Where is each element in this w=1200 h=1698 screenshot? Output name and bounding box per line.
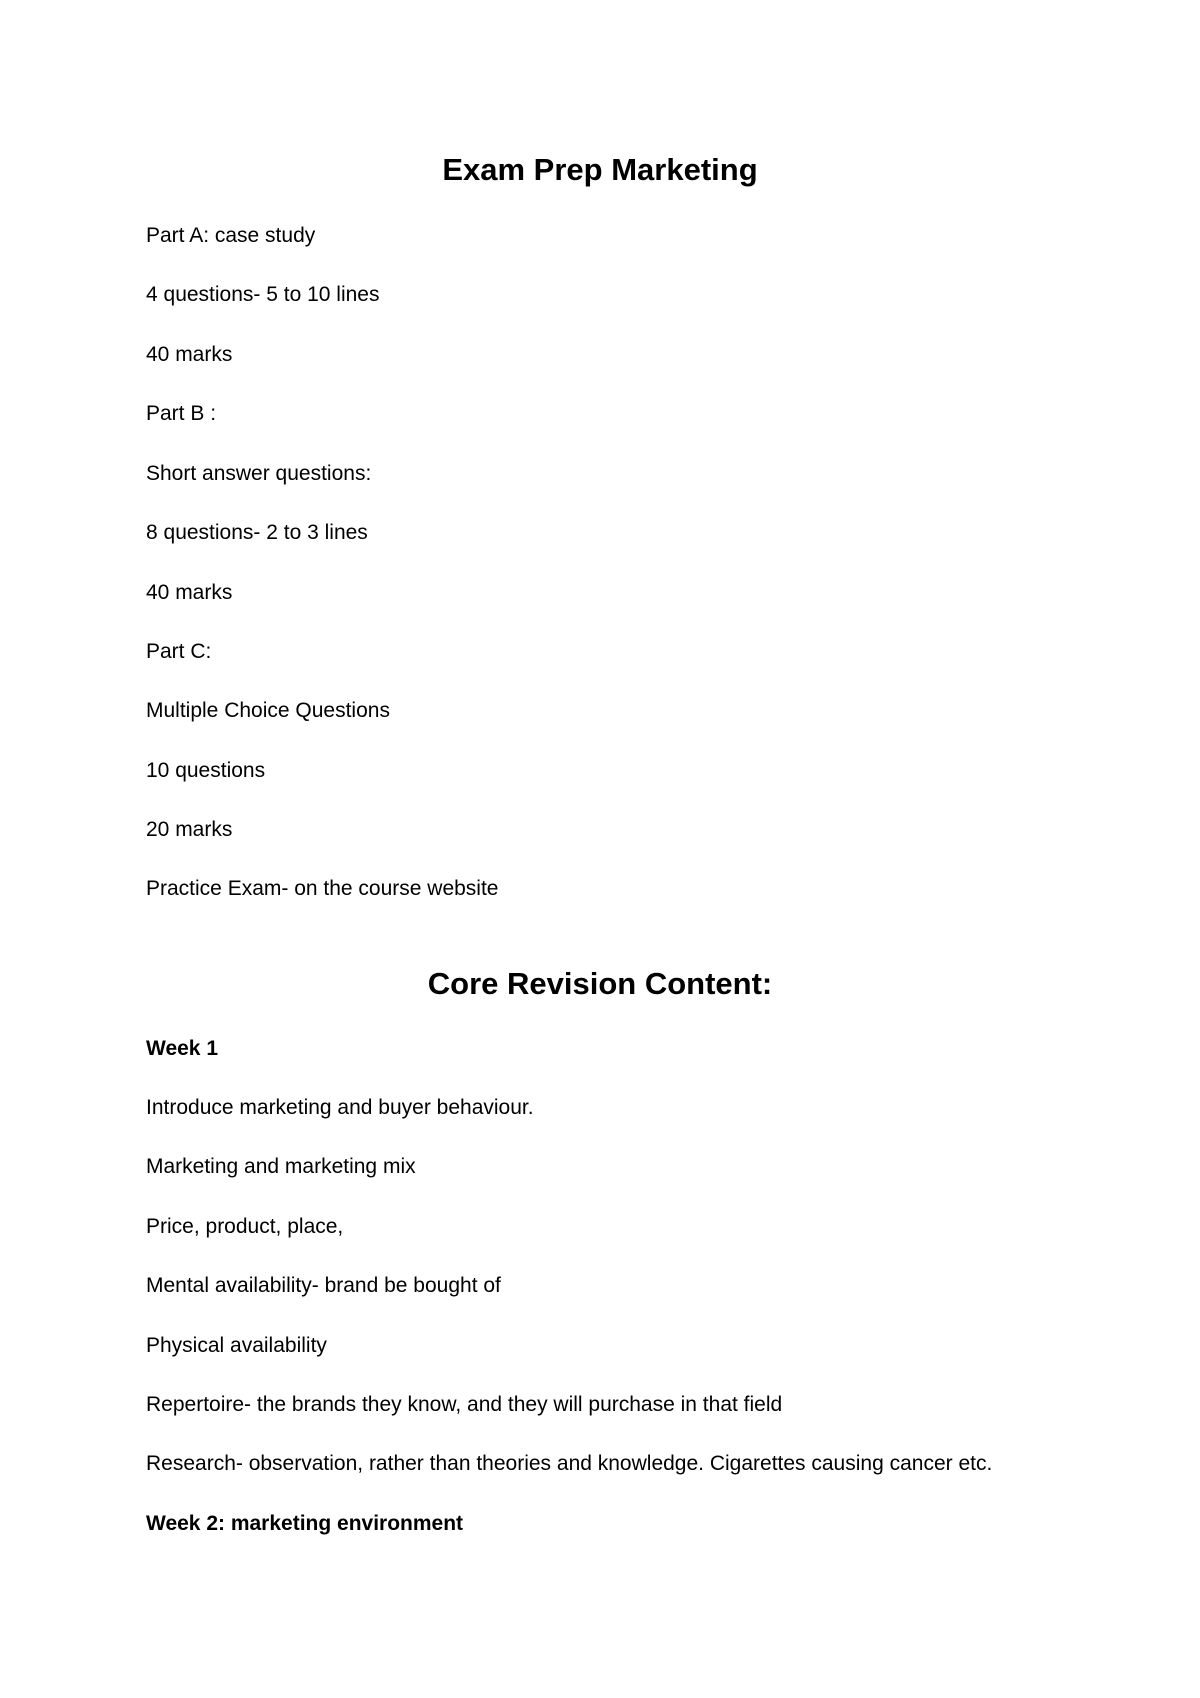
exam-structure-line: Part A: case study [146,224,316,247]
exam-structure-line: Multiple Choice Questions [146,699,390,722]
exam-structure-line: 4 questions- 5 to 10 lines [146,283,380,306]
week-heading: Week 2: marketing environment [146,1512,464,1535]
exam-structure-line: 40 marks [146,581,233,604]
week-heading: Week 1 [146,1037,218,1060]
exam-structure-line: Part C: [146,640,212,663]
week-note: Price, product, place, [146,1215,344,1238]
page-title: Exam Prep Marketing [442,152,758,187]
exam-structure-line: Part B : [146,402,217,425]
exam-structure-line: Short answer questions: [146,462,372,485]
section-title: Core Revision Content: [427,966,773,1001]
exam-structure-line: Practice Exam- on the course website [146,877,499,900]
week-note: Mental availability- brand be bought of [146,1274,501,1297]
exam-structure-line: 10 questions [146,759,266,782]
week-note: Introduce marketing and buyer behaviour. [146,1096,534,1119]
week-note: Research- observation, rather than theories and knowledge. Cigarettes causing cancer etc. [146,1452,993,1475]
week-note: Marketing and marketing mix [146,1155,416,1178]
exam-structure-line: 20 marks [146,818,233,841]
exam-structure-line: 8 questions- 2 to 3 lines [146,521,368,544]
exam-structure-line: 40 marks [146,343,233,366]
week-note: Physical availability [146,1334,327,1357]
week-note: Repertoire- the brands they know, and they will purchase in that field [146,1393,783,1416]
